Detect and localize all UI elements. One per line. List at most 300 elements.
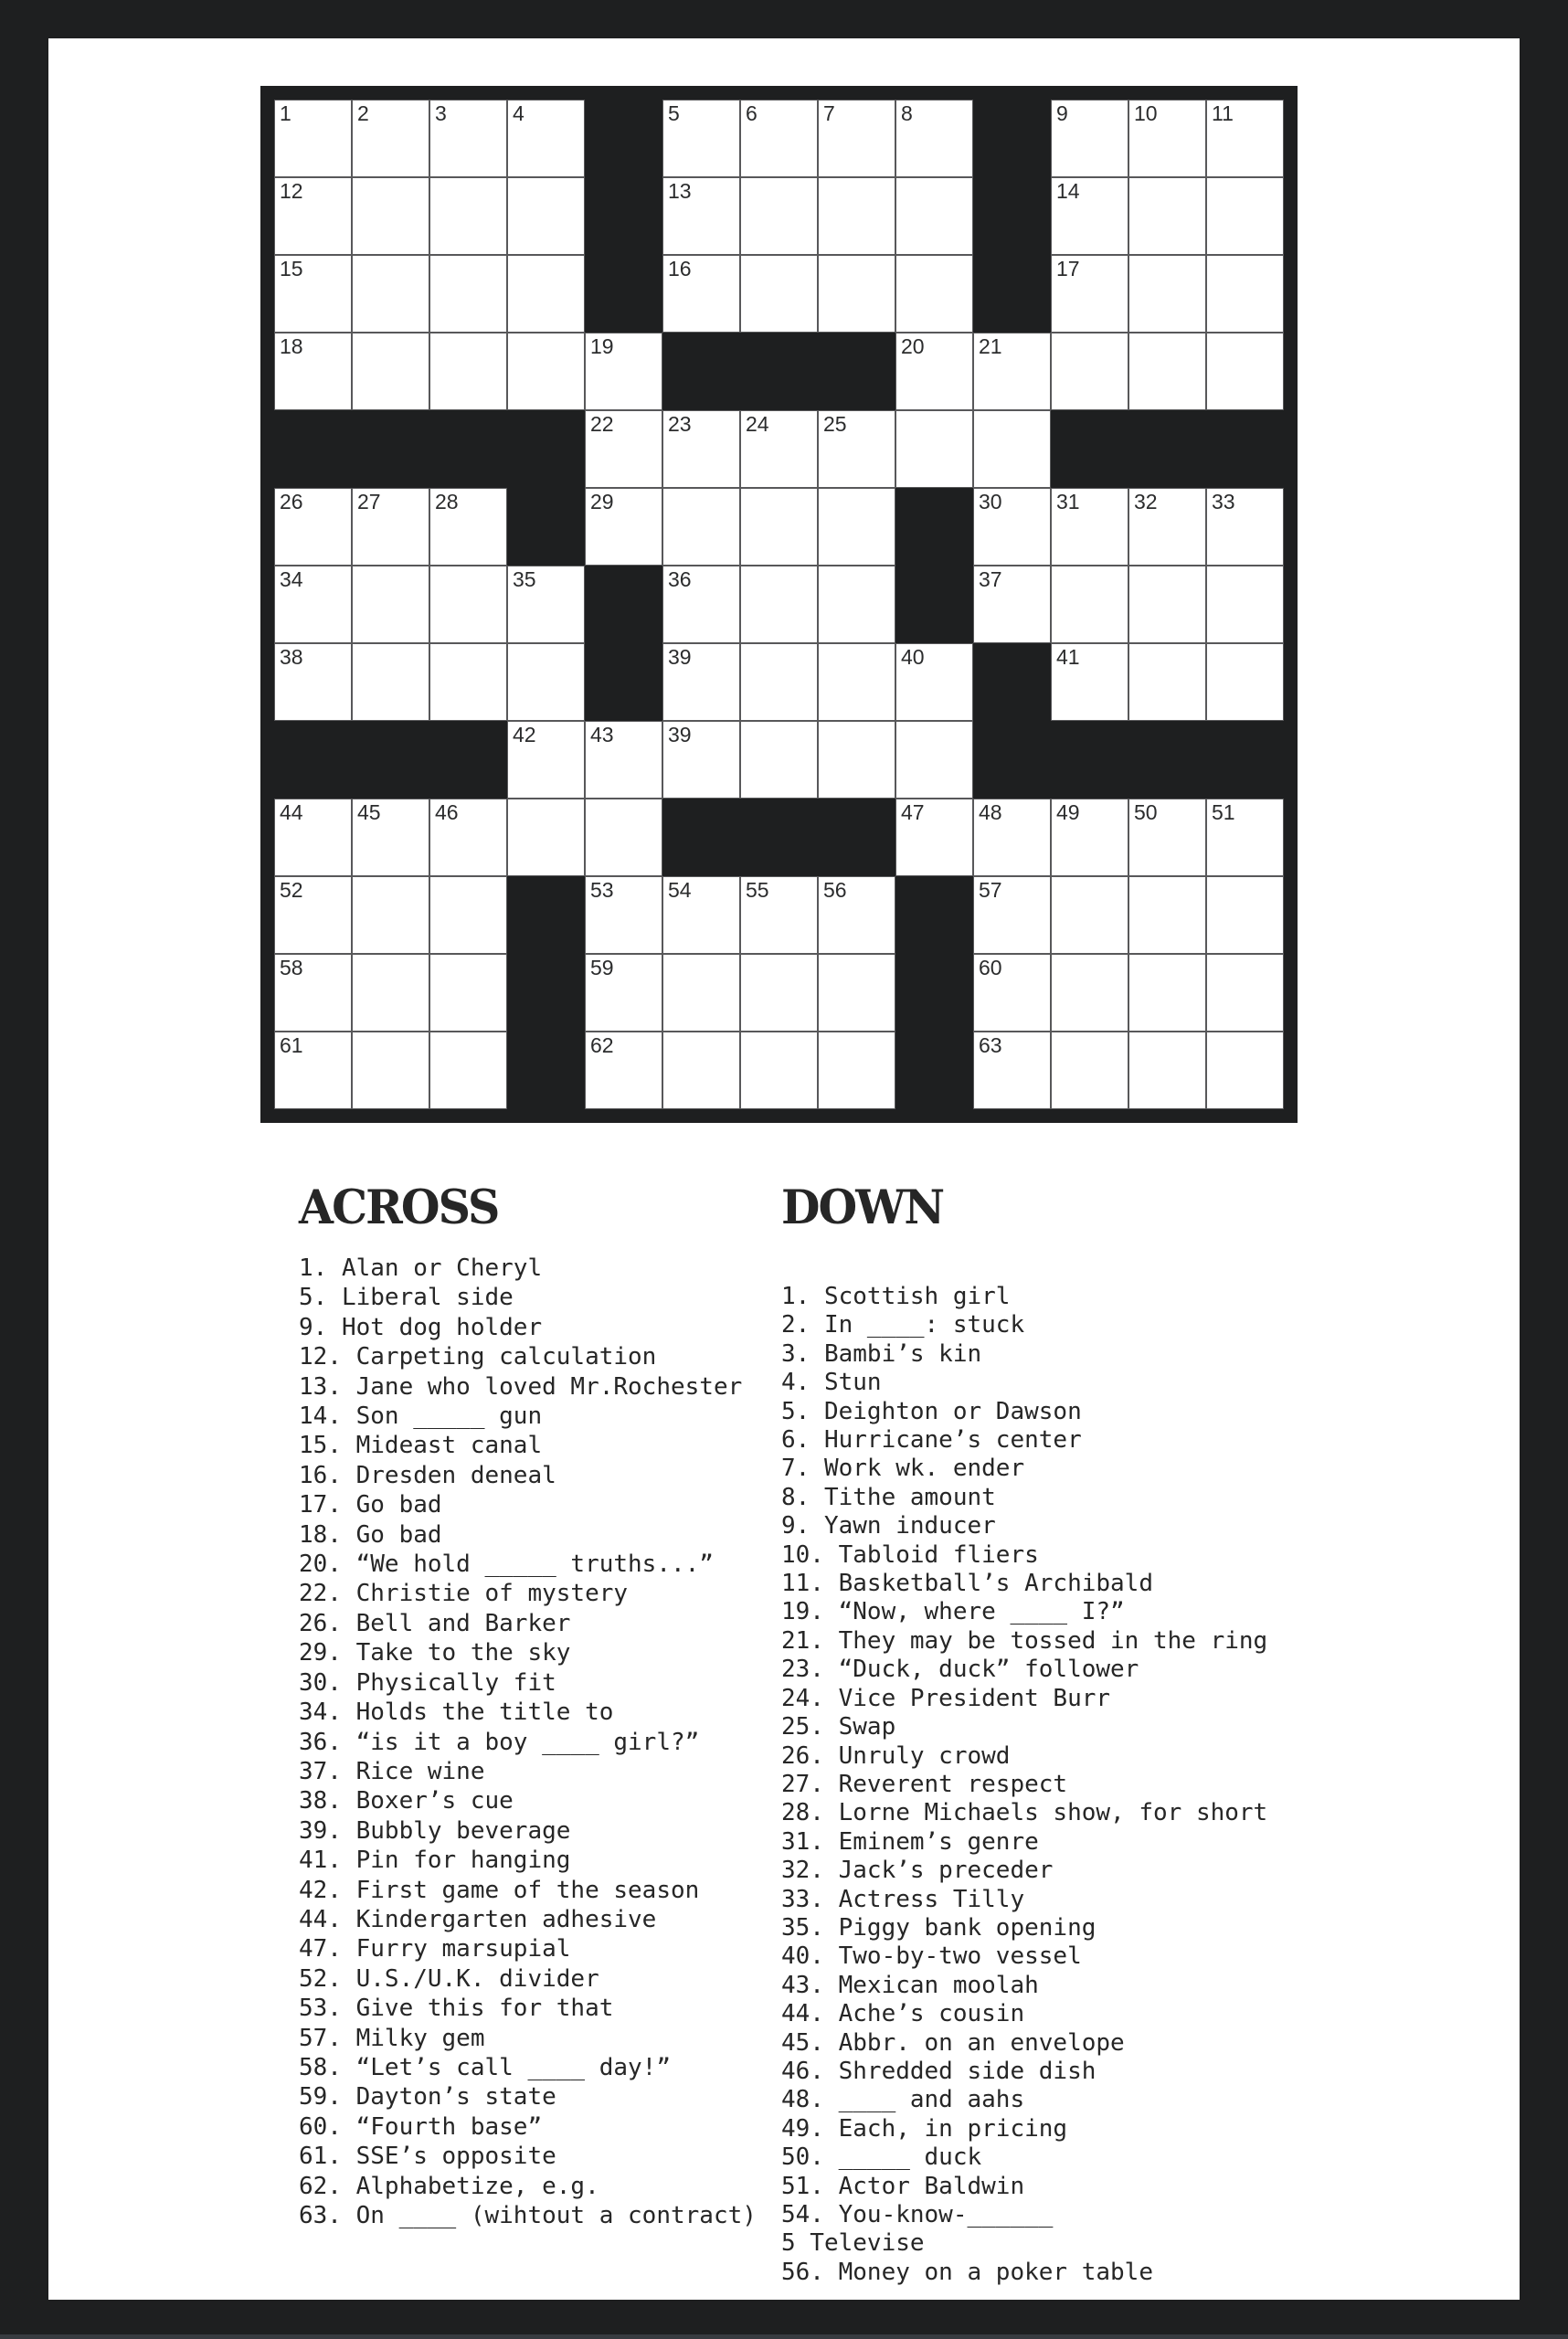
cell-number: 8 bbox=[901, 101, 913, 125]
grid-cell[interactable] bbox=[818, 177, 895, 255]
grid-cell[interactable] bbox=[507, 721, 585, 799]
grid-cell[interactable] bbox=[507, 177, 585, 255]
page-bottom-edge bbox=[0, 2334, 1568, 2339]
cell-number: 10 bbox=[1134, 101, 1158, 125]
grid-cell[interactable] bbox=[973, 799, 1051, 876]
grid-cell[interactable] bbox=[352, 876, 429, 954]
grid-cell[interactable] bbox=[662, 177, 740, 255]
grid-cell[interactable] bbox=[973, 410, 1051, 488]
cell-number: 32 bbox=[1134, 490, 1158, 513]
grid-cell[interactable] bbox=[1128, 100, 1206, 177]
across-clue: 57. Milky gem bbox=[299, 2024, 485, 2052]
grid-black-cell bbox=[818, 333, 895, 410]
cell-number: 60 bbox=[979, 956, 1002, 979]
grid-cell[interactable] bbox=[429, 333, 507, 410]
grid-cell[interactable] bbox=[1051, 177, 1128, 255]
across-clue: 39. Bubbly beverage bbox=[299, 1816, 571, 1845]
grid-cell[interactable] bbox=[895, 799, 973, 876]
grid-cell[interactable] bbox=[507, 643, 585, 721]
cell-number: 50 bbox=[1134, 800, 1158, 824]
grid-cell[interactable] bbox=[662, 1032, 740, 1109]
grid-black-cell bbox=[507, 954, 585, 1032]
across-heading: ACROSS bbox=[299, 1180, 499, 1235]
cell-number: 56 bbox=[823, 878, 847, 902]
grid-cell[interactable] bbox=[1051, 954, 1128, 1032]
down-clue: 40. Two-by-two vessel bbox=[781, 1942, 1082, 1971]
grid-cell[interactable] bbox=[662, 954, 740, 1032]
grid-black-cell bbox=[585, 100, 662, 177]
across-clue: 20. “We hold _____ truths...” bbox=[299, 1551, 714, 1579]
across-clue: 14. Son _____ gun bbox=[299, 1402, 543, 1431]
across-clue: 53. Give this for that bbox=[299, 1995, 614, 2023]
cell-number: 59 bbox=[590, 956, 614, 979]
grid-cell[interactable] bbox=[274, 954, 352, 1032]
cell-number: 48 bbox=[979, 800, 1002, 824]
down-clue: 24. Vice President Burr bbox=[781, 1684, 1111, 1712]
grid-cell[interactable] bbox=[274, 1032, 352, 1109]
down-clue: 19. “Now, where ____ I?” bbox=[781, 1598, 1125, 1626]
grid-cell[interactable] bbox=[1051, 100, 1128, 177]
cell-number: 24 bbox=[746, 412, 769, 436]
grid-cell[interactable] bbox=[352, 566, 429, 643]
grid-cell[interactable] bbox=[1206, 100, 1284, 177]
across-clue: 58. “Let’s call ____ day!” bbox=[299, 2053, 671, 2081]
grid-cell[interactable] bbox=[274, 100, 352, 177]
grid-black-cell bbox=[1051, 410, 1128, 488]
grid-cell[interactable] bbox=[740, 255, 818, 333]
grid-cell[interactable] bbox=[1128, 177, 1206, 255]
down-clue: 56. Money on a poker table bbox=[781, 2258, 1153, 2286]
grid-cell[interactable] bbox=[1206, 876, 1284, 954]
cell-number: 39 bbox=[668, 645, 692, 669]
grid-black-cell bbox=[352, 721, 429, 799]
grid-cell[interactable] bbox=[274, 488, 352, 566]
cell-number: 46 bbox=[435, 800, 459, 824]
grid-black-cell bbox=[895, 954, 973, 1032]
grid-black-cell bbox=[1206, 721, 1284, 799]
grid-cell[interactable] bbox=[274, 876, 352, 954]
grid-cell[interactable] bbox=[585, 488, 662, 566]
grid-black-cell bbox=[662, 799, 740, 876]
down-clue: 54. You-know-______ bbox=[781, 2201, 1054, 2228]
grid-cell[interactable] bbox=[585, 410, 662, 488]
grid-cell[interactable] bbox=[352, 954, 429, 1032]
grid-cell[interactable] bbox=[895, 333, 973, 410]
across-clue: 18. Go bad bbox=[299, 1520, 442, 1549]
cell-number: 40 bbox=[901, 645, 925, 669]
cell-number: 38 bbox=[280, 645, 303, 669]
grid-cell[interactable] bbox=[274, 643, 352, 721]
crossword-grid bbox=[260, 86, 1298, 1123]
across-clue: 15. Mideast canal bbox=[299, 1432, 543, 1460]
grid-cell[interactable] bbox=[740, 1032, 818, 1109]
grid-cell[interactable] bbox=[1051, 1032, 1128, 1109]
across-clue: 63. On ____ (wihtout a contract) bbox=[299, 2202, 757, 2229]
grid-black-cell bbox=[895, 488, 973, 566]
grid-black-cell bbox=[1128, 410, 1206, 488]
down-clue: 6. Hurricane’s center bbox=[781, 1426, 1082, 1455]
cell-number: 37 bbox=[979, 567, 1002, 591]
grid-cell[interactable] bbox=[818, 488, 895, 566]
grid-cell[interactable] bbox=[507, 100, 585, 177]
grid-cell[interactable] bbox=[274, 566, 352, 643]
grid-black-cell bbox=[1206, 410, 1284, 488]
across-clue: 12. Carpeting calculation bbox=[299, 1343, 657, 1371]
grid-black-cell bbox=[818, 799, 895, 876]
grid-cell[interactable] bbox=[352, 1032, 429, 1109]
grid-cell[interactable] bbox=[1051, 566, 1128, 643]
grid-cell[interactable] bbox=[429, 876, 507, 954]
grid-cell[interactable] bbox=[818, 876, 895, 954]
cell-number: 9 bbox=[1056, 101, 1068, 125]
cell-number: 5 bbox=[668, 101, 680, 125]
cell-number: 42 bbox=[513, 723, 536, 746]
grid-cell[interactable] bbox=[507, 799, 585, 876]
grid-cell[interactable] bbox=[662, 876, 740, 954]
grid-cell[interactable] bbox=[973, 333, 1051, 410]
cell-number: 41 bbox=[1056, 645, 1080, 669]
cell-number: 13 bbox=[668, 179, 692, 203]
across-clue-list bbox=[299, 1254, 757, 2230]
grid-cell[interactable] bbox=[352, 177, 429, 255]
grid-black-cell bbox=[429, 410, 507, 488]
cell-number: 2 bbox=[357, 101, 369, 125]
grid-cell[interactable] bbox=[1128, 954, 1206, 1032]
grid-black-cell bbox=[507, 488, 585, 566]
cell-number: 31 bbox=[1056, 490, 1080, 513]
cell-number: 6 bbox=[746, 101, 758, 125]
across-clue: 13. Jane who loved Mr.Rochester bbox=[299, 1372, 743, 1401]
down-clue: 51. Actor Baldwin bbox=[781, 2172, 1025, 2200]
down-clue: 5 Televise bbox=[781, 2229, 925, 2258]
grid-black-cell bbox=[973, 177, 1051, 255]
grid-black-cell bbox=[1128, 721, 1206, 799]
down-clue: 9. Yawn inducer bbox=[781, 1512, 996, 1540]
across-clue: 30. Physically fit bbox=[299, 1668, 556, 1697]
across-clue: 52. U.S./U.K. divider bbox=[299, 1964, 599, 1993]
down-clue: 26. Unruly crowd bbox=[781, 1741, 1011, 1770]
cell-number: 33 bbox=[1212, 490, 1235, 513]
cell-number: 3 bbox=[435, 101, 447, 125]
grid-cell[interactable] bbox=[895, 255, 973, 333]
grid-cell[interactable] bbox=[818, 410, 895, 488]
grid-black-cell bbox=[895, 566, 973, 643]
down-clue: 27. Reverent respect bbox=[781, 1770, 1068, 1798]
grid-cell[interactable] bbox=[1206, 255, 1284, 333]
grid-cell[interactable] bbox=[585, 333, 662, 410]
cell-number: 7 bbox=[823, 101, 835, 125]
cell-number: 21 bbox=[979, 334, 1002, 358]
cell-number: 36 bbox=[668, 567, 692, 591]
down-clue: 50. _____ duck bbox=[781, 2143, 982, 2172]
down-clue: 44. Ache’s cousin bbox=[781, 2000, 1025, 2028]
cell-number: 17 bbox=[1056, 257, 1080, 280]
cell-number: 54 bbox=[668, 878, 692, 902]
grid-black-cell bbox=[507, 1032, 585, 1109]
cell-number: 63 bbox=[979, 1033, 1002, 1057]
cell-number: 34 bbox=[280, 567, 303, 591]
across-clue: 1. Alan or Cheryl bbox=[299, 1254, 543, 1282]
across-clue: 9. Hot dog holder bbox=[299, 1313, 543, 1341]
grid-cell[interactable] bbox=[740, 410, 818, 488]
down-clue: 21. They may be tossed in the ring bbox=[781, 1626, 1268, 1655]
grid-cell[interactable] bbox=[740, 876, 818, 954]
grid-cell[interactable] bbox=[662, 643, 740, 721]
grid-cell[interactable] bbox=[1051, 333, 1128, 410]
grid-cell[interactable] bbox=[973, 954, 1051, 1032]
grid-cell[interactable] bbox=[662, 488, 740, 566]
grid-cell[interactable] bbox=[1128, 876, 1206, 954]
across-clue: 61. SSE’s opposite bbox=[299, 2143, 556, 2171]
grid-cell[interactable] bbox=[585, 799, 662, 876]
grid-cell[interactable] bbox=[585, 721, 662, 799]
grid-cell[interactable] bbox=[895, 721, 973, 799]
across-clue: 26. Bell and Barker bbox=[299, 1609, 571, 1637]
grid-cell[interactable] bbox=[895, 643, 973, 721]
down-clue: 43. Mexican moolah bbox=[781, 1971, 1039, 1999]
cell-number: 29 bbox=[590, 490, 614, 513]
cell-number: 20 bbox=[901, 334, 925, 358]
grid-cell[interactable] bbox=[1206, 177, 1284, 255]
grid-cell[interactable] bbox=[662, 100, 740, 177]
cell-number: 30 bbox=[979, 490, 1002, 513]
down-clue: 33. Actress Tilly bbox=[781, 1885, 1025, 1913]
cell-number: 22 bbox=[590, 412, 614, 436]
grid-black-cell bbox=[507, 876, 585, 954]
grid-cell[interactable] bbox=[818, 100, 895, 177]
grid-cell[interactable] bbox=[429, 643, 507, 721]
cell-number: 47 bbox=[901, 800, 925, 824]
across-clue: 59. Dayton’s state bbox=[299, 2083, 556, 2111]
cell-number: 16 bbox=[668, 257, 692, 280]
grid-cell[interactable] bbox=[507, 255, 585, 333]
down-clue: 4. Stun bbox=[781, 1369, 882, 1397]
across-clue: 22. Christie of mystery bbox=[299, 1580, 629, 1608]
cell-number: 25 bbox=[823, 412, 847, 436]
cell-number: 52 bbox=[280, 878, 303, 902]
grid-cell[interactable] bbox=[740, 954, 818, 1032]
across-clue: 44. Kindergarten adhesive bbox=[299, 1905, 657, 1933]
down-clue: 46. Shredded side dish bbox=[781, 2057, 1097, 2085]
cell-number: 14 bbox=[1056, 179, 1080, 203]
down-clue: 35. Piggy bank opening bbox=[781, 1913, 1097, 1942]
grid-cell[interactable] bbox=[429, 488, 507, 566]
down-clue: 5. Deighton or Dawson bbox=[781, 1397, 1082, 1425]
grid-cell[interactable] bbox=[352, 488, 429, 566]
grid-cell[interactable] bbox=[1206, 643, 1284, 721]
grid-cell[interactable] bbox=[507, 566, 585, 643]
across-clue: 36. “is it a boy ____ girl?” bbox=[299, 1728, 700, 1756]
cell-number: 19 bbox=[590, 334, 614, 358]
grid-cell[interactable] bbox=[1128, 255, 1206, 333]
down-clue: 45. Abbr. on an envelope bbox=[781, 2028, 1125, 2057]
cell-number: 39 bbox=[668, 723, 692, 746]
grid-cell[interactable] bbox=[429, 799, 507, 876]
cell-number: 43 bbox=[590, 723, 614, 746]
grid-cell[interactable] bbox=[429, 566, 507, 643]
cell-number: 51 bbox=[1212, 800, 1235, 824]
grid-cell[interactable] bbox=[740, 488, 818, 566]
grid-cell[interactable] bbox=[429, 177, 507, 255]
across-clue: 16. Dresden deneal bbox=[299, 1461, 556, 1489]
across-clue: 42. First game of the season bbox=[299, 1876, 700, 1904]
across-clue: 41. Pin for hanging bbox=[299, 1847, 571, 1875]
grid-cell[interactable] bbox=[429, 255, 507, 333]
grid-black-cell bbox=[352, 410, 429, 488]
down-clue: 10. Tabloid fliers bbox=[781, 1540, 1039, 1569]
grid-black-cell bbox=[585, 643, 662, 721]
grid-black-cell bbox=[274, 410, 352, 488]
grid-cell[interactable] bbox=[352, 100, 429, 177]
grid-cell[interactable] bbox=[740, 721, 818, 799]
grid-black-cell bbox=[1051, 721, 1128, 799]
grid-cell[interactable] bbox=[895, 177, 973, 255]
grid-cell[interactable] bbox=[1051, 488, 1128, 566]
grid-cell[interactable] bbox=[1128, 566, 1206, 643]
cell-number: 4 bbox=[513, 101, 524, 125]
grid-black-cell bbox=[274, 721, 352, 799]
down-heading: DOWN bbox=[781, 1180, 944, 1235]
grid-cell[interactable] bbox=[973, 876, 1051, 954]
grid-cell[interactable] bbox=[973, 1032, 1051, 1109]
cell-number: 44 bbox=[280, 800, 303, 824]
across-clue: 17. Go bad bbox=[299, 1491, 442, 1519]
grid-cell[interactable] bbox=[1206, 333, 1284, 410]
grid-cell[interactable] bbox=[1051, 643, 1128, 721]
down-clue: 31. Eminem’s genre bbox=[781, 1827, 1039, 1856]
grid-black-cell bbox=[895, 1032, 973, 1109]
grid-cell[interactable] bbox=[352, 333, 429, 410]
cell-number: 61 bbox=[280, 1033, 303, 1057]
grid-cell[interactable] bbox=[1206, 1032, 1284, 1109]
down-clue: 48. ____ and aahs bbox=[781, 2086, 1025, 2114]
cell-number: 11 bbox=[1212, 101, 1234, 125]
grid-cell[interactable] bbox=[352, 799, 429, 876]
across-clue: 47. Furry marsupial bbox=[299, 1935, 571, 1963]
across-clue: 38. Boxer’s cue bbox=[299, 1787, 514, 1815]
down-clue-list bbox=[781, 1283, 1267, 2287]
cell-number: 28 bbox=[435, 490, 459, 513]
grid-cell[interactable] bbox=[274, 255, 352, 333]
cell-number: 57 bbox=[979, 878, 1002, 902]
grid-cell[interactable] bbox=[585, 876, 662, 954]
cell-number: 45 bbox=[357, 800, 381, 824]
cell-number: 55 bbox=[746, 878, 769, 902]
grid-cell[interactable] bbox=[818, 643, 895, 721]
grid-cell[interactable] bbox=[1128, 643, 1206, 721]
grid-cell[interactable] bbox=[1128, 1032, 1206, 1109]
grid-cell[interactable] bbox=[818, 954, 895, 1032]
grid-cell[interactable] bbox=[740, 566, 818, 643]
grid-cell[interactable] bbox=[973, 488, 1051, 566]
grid-cell[interactable] bbox=[818, 255, 895, 333]
grid-cell[interactable] bbox=[895, 410, 973, 488]
across-clue: 34. Holds the title to bbox=[299, 1699, 614, 1727]
grid-cell[interactable] bbox=[1128, 488, 1206, 566]
grid-cell[interactable] bbox=[662, 255, 740, 333]
down-clue: 49. Each, in pricing bbox=[781, 2114, 1068, 2143]
grid-cell[interactable] bbox=[352, 643, 429, 721]
grid-cell[interactable] bbox=[429, 100, 507, 177]
grid-cell[interactable] bbox=[895, 100, 973, 177]
grid-cell[interactable] bbox=[662, 410, 740, 488]
grid-cell[interactable] bbox=[585, 954, 662, 1032]
grid-cell[interactable] bbox=[662, 566, 740, 643]
down-clue: 28. Lorne Michaels show, for short bbox=[781, 1799, 1268, 1827]
grid-black-cell bbox=[740, 333, 818, 410]
grid-cell[interactable] bbox=[662, 721, 740, 799]
grid-cell[interactable] bbox=[1128, 799, 1206, 876]
grid-cell[interactable] bbox=[740, 100, 818, 177]
grid-cell[interactable] bbox=[973, 566, 1051, 643]
grid-black-cell bbox=[973, 721, 1051, 799]
grid-cell[interactable] bbox=[352, 255, 429, 333]
grid-cell[interactable] bbox=[1206, 799, 1284, 876]
grid-black-cell bbox=[507, 410, 585, 488]
grid-cell[interactable] bbox=[740, 177, 818, 255]
cell-number: 35 bbox=[513, 567, 536, 591]
down-clue: 23. “Duck, duck” follower bbox=[781, 1656, 1139, 1684]
grid-cell[interactable] bbox=[429, 954, 507, 1032]
across-clue: 29. Take to the sky bbox=[299, 1639, 571, 1667]
cell-number: 58 bbox=[280, 956, 303, 979]
grid-black-cell bbox=[973, 643, 1051, 721]
across-clue: 62. Alphabetize, e.g. bbox=[299, 2172, 599, 2200]
grid-black-cell bbox=[973, 100, 1051, 177]
cell-number: 18 bbox=[280, 334, 303, 358]
grid-cell[interactable] bbox=[818, 566, 895, 643]
grid-black-cell bbox=[585, 177, 662, 255]
grid-cell[interactable] bbox=[1128, 333, 1206, 410]
grid-cell[interactable] bbox=[1206, 488, 1284, 566]
grid-cell[interactable] bbox=[274, 333, 352, 410]
down-clue: 11. Basketball’s Archibald bbox=[781, 1570, 1153, 1598]
grid-cell[interactable] bbox=[818, 1032, 895, 1109]
cell-number: 15 bbox=[280, 257, 303, 280]
cell-number: 53 bbox=[590, 878, 614, 902]
grid-black-cell bbox=[973, 255, 1051, 333]
grid-cell[interactable] bbox=[429, 1032, 507, 1109]
cell-number: 23 bbox=[668, 412, 692, 436]
cell-number: 49 bbox=[1056, 800, 1080, 824]
cell-number: 27 bbox=[357, 490, 381, 513]
cell-number: 26 bbox=[280, 490, 303, 513]
grid-cell[interactable] bbox=[740, 643, 818, 721]
grid-cell[interactable] bbox=[1206, 954, 1284, 1032]
grid-black-cell bbox=[895, 876, 973, 954]
across-clue: 5. Liberal side bbox=[299, 1284, 514, 1312]
down-clue: 2. In ____: stuck bbox=[781, 1311, 1025, 1339]
grid-cell[interactable] bbox=[585, 1032, 662, 1109]
grid-cell[interactable] bbox=[1051, 799, 1128, 876]
down-clue: 7. Work wk. ender bbox=[781, 1455, 1025, 1483]
grid-cell[interactable] bbox=[818, 721, 895, 799]
down-clue: 8. Tithe amount bbox=[781, 1483, 996, 1511]
grid-black-cell bbox=[585, 566, 662, 643]
down-clue: 32. Jack’s preceder bbox=[781, 1857, 1054, 1885]
grid-cell[interactable] bbox=[274, 177, 352, 255]
grid-cell[interactable] bbox=[1051, 255, 1128, 333]
grid-black-cell bbox=[429, 721, 507, 799]
grid-cell[interactable] bbox=[274, 799, 352, 876]
grid-black-cell bbox=[662, 333, 740, 410]
cell-number: 1 bbox=[280, 101, 291, 125]
grid-cell[interactable] bbox=[507, 333, 585, 410]
grid-cell[interactable] bbox=[1051, 876, 1128, 954]
across-clue: 37. Rice wine bbox=[299, 1757, 485, 1785]
grid-cell[interactable] bbox=[1206, 566, 1284, 643]
cell-number: 12 bbox=[280, 179, 303, 203]
